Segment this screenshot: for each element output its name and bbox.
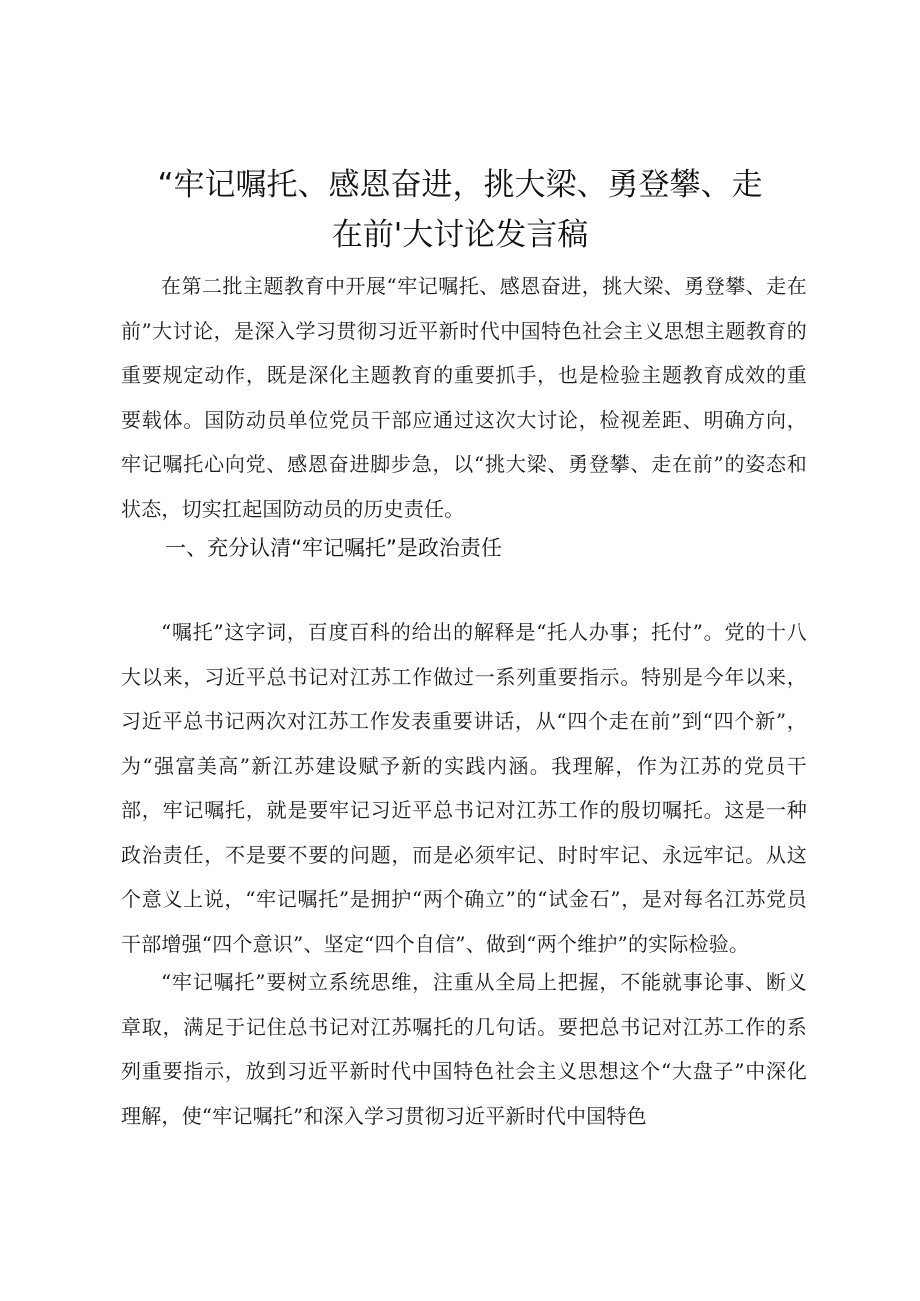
section-heading-1: 一、充分认清“牢记嘱托”是政治责任 <box>165 536 502 560</box>
section1-paragraph-2: “牢记嘱托”要树立系统思维，注重从全局上把握，不能就事论事、断义章取，满足于记住总书记对江苏嘱托的几句话。要把总书记对江苏工作的系列重要指示，放到习近平新时代中国特色社会主义思想这个“大盘子”中深化理解，使“牢记嘱托”和深入学习贯彻习近平新时代中国特色 <box>121 970 807 1128</box>
document-title <box>120 160 800 260</box>
section1-paragraph-1: “嘱托”这字词，百度百科的给出的解释是“托人办事；托付”。党的十八大以来，习近平总书记对江苏工作做过一系列重要指示。特别是今年以来，习近平总书记两次对江苏工作发表重要讲话，从“四个走在前”到“四个新”，为“强富美高”新江苏建设赋予新的实践内涵。我理解，作为江苏的党员干部，牢记嘱托，就是要牢记习近平总书记对江苏工作的殷切嘱托。这是一种政治责任，不是要不要的问题，而是必须牢记、时时牢记、永远牢记。从这个意义上说，“牢记嘱托”是拥护“两个确立”的“试金石”，是对每名江苏党员干部增强“四个意识”、坚定“四个自信”、做到“两个维护”的实际检验。 <box>121 620 807 956</box>
title-line-1: “牢记嘱托、感恩奋进，挑大梁、勇登攀、走 <box>157 167 763 203</box>
title-line-2: 在前'大讨论发言稿 <box>331 217 589 253</box>
intro-paragraph: 在第二批主题教育中开展“牢记嘱托、感恩奋进，挑大梁、勇登攀、走在前”大讨论，是深入学习贯彻习近平新时代中国特色社会主义思想主题教育的重要规定动作，既是深化主题教育的重要抓手，也是检验主题教育成效的重要载体。国防动员单位党员干部应通过这次大讨论，检视差距、明确方向，牢记嘱托心向党、感恩奋进脚步急，以“挑大梁、勇登攀、走在前”的姿态和状态，切实扛起国防动员的历史责任。 <box>121 274 807 521</box>
